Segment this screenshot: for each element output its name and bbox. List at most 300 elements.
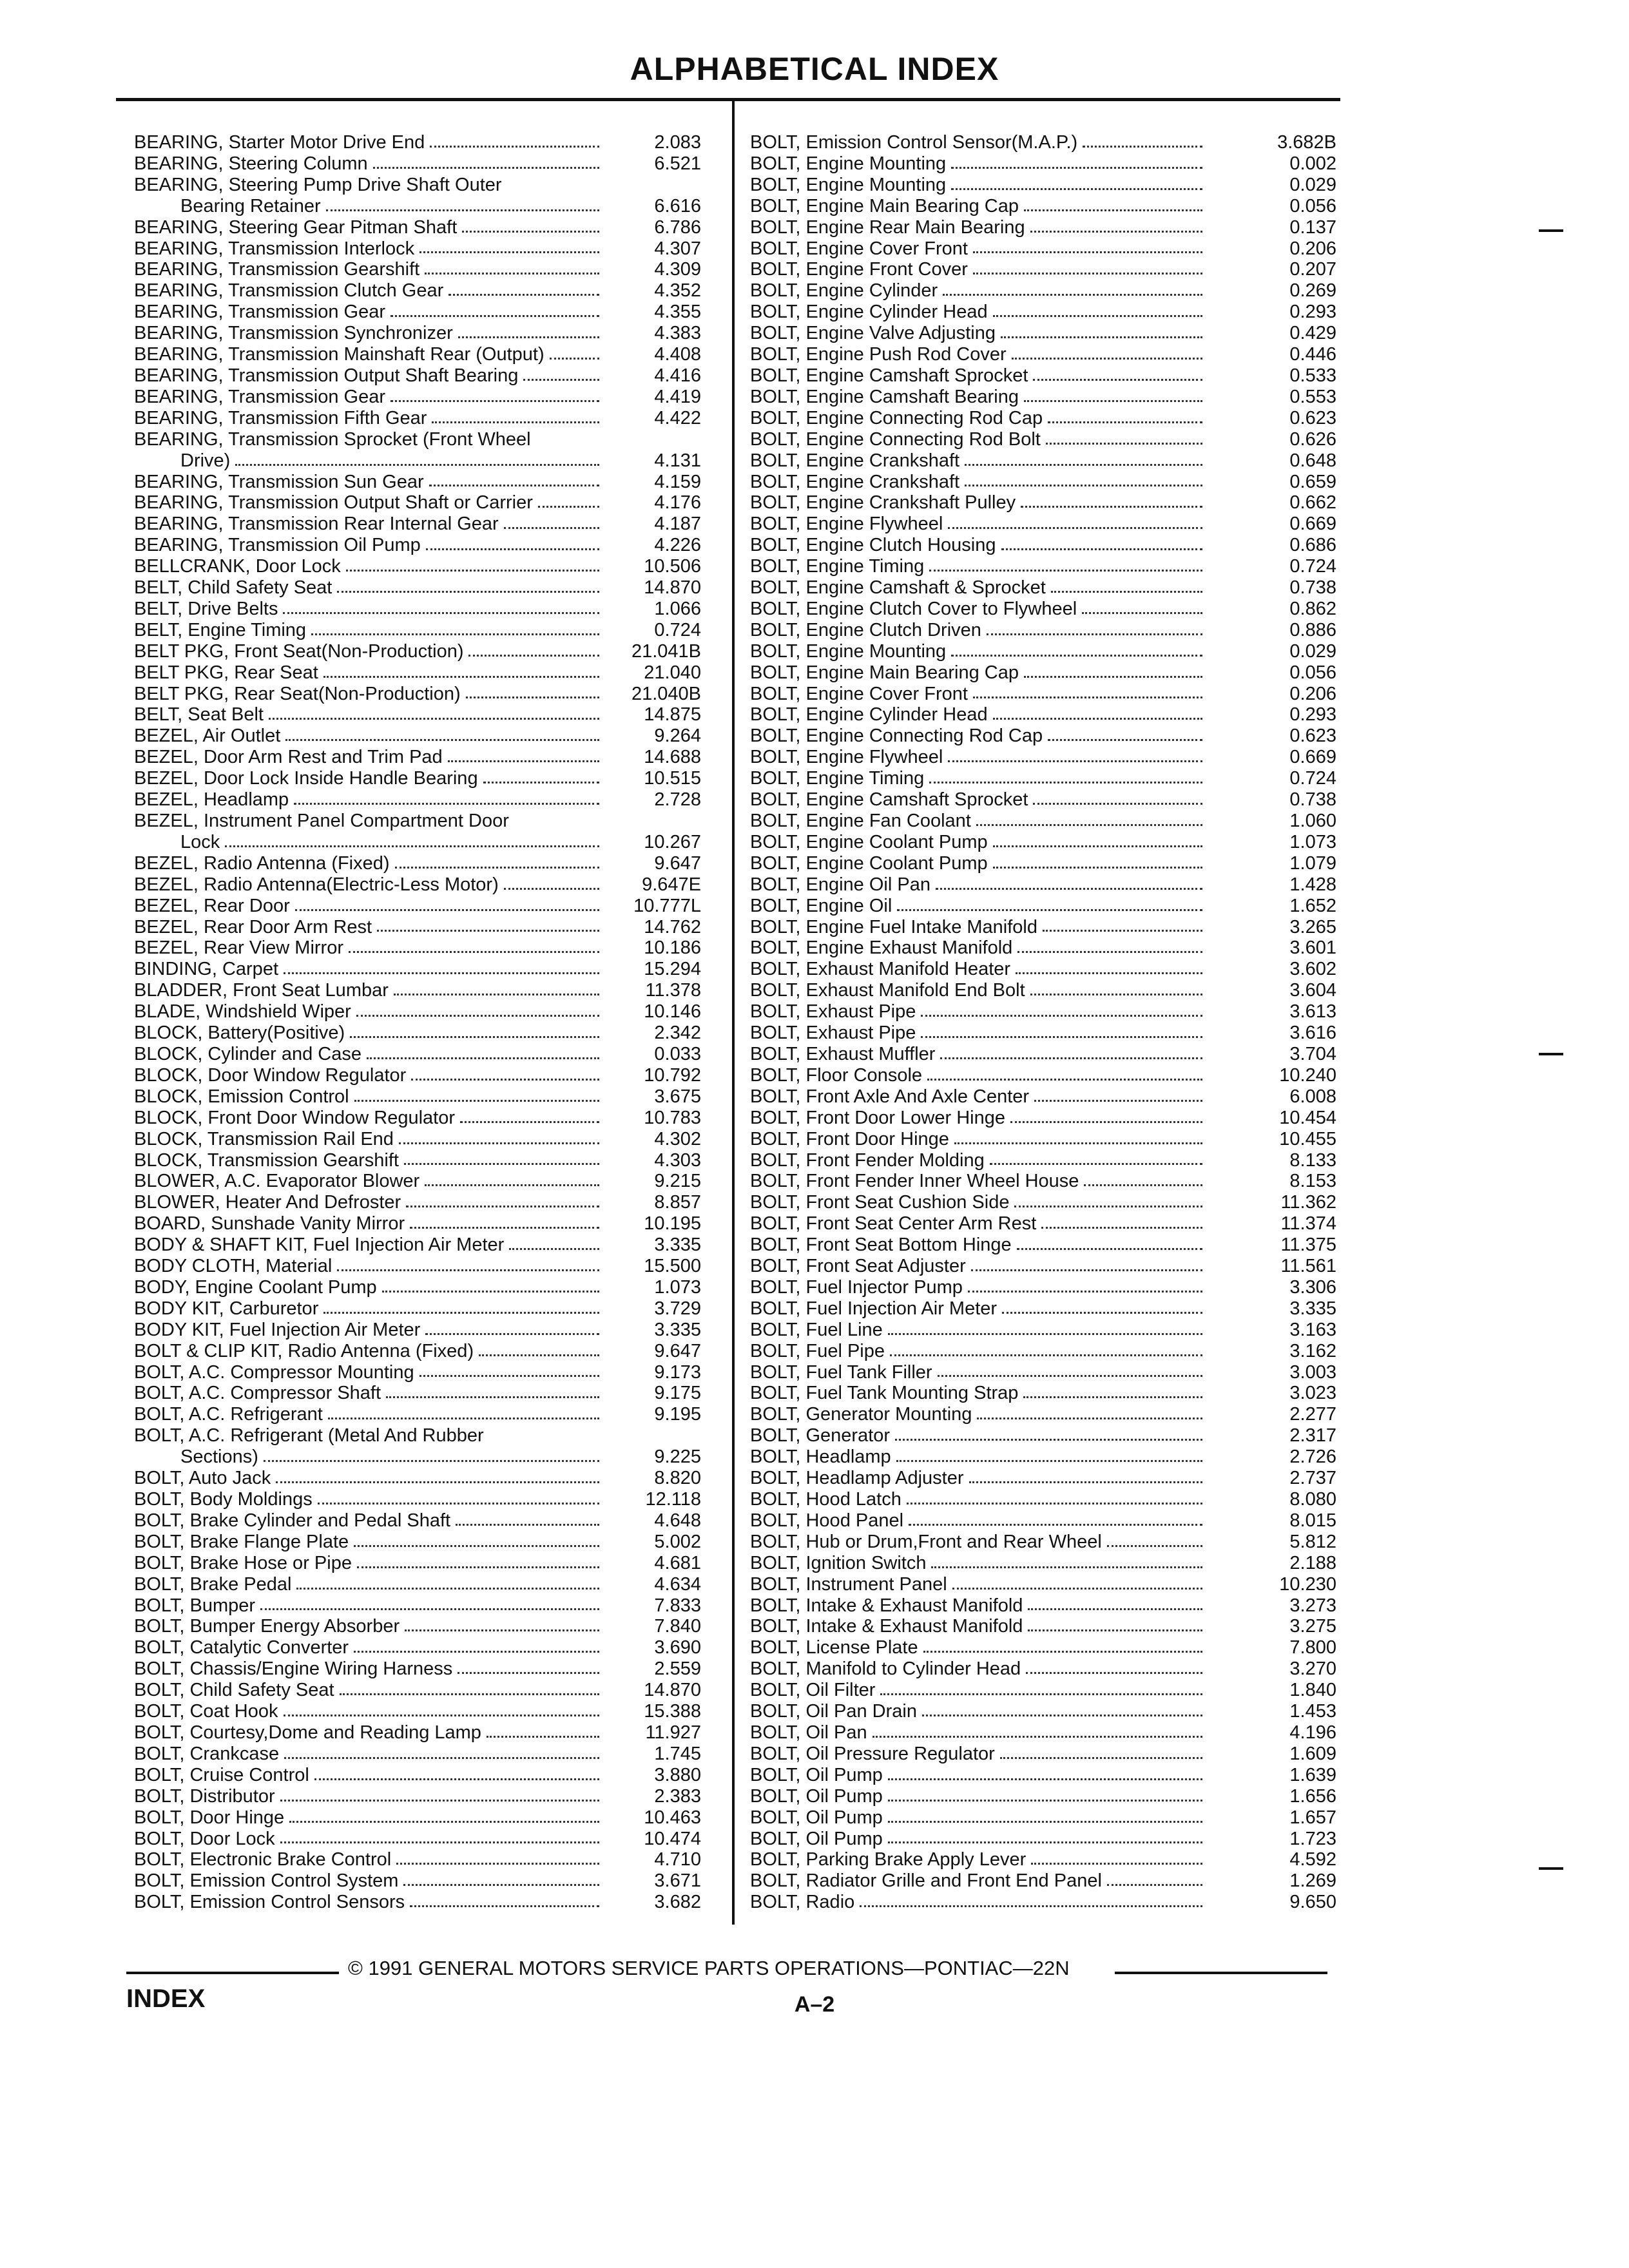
entry-name: BOLT, Engine Flywheel xyxy=(750,747,943,768)
entry-name: BOLT, Engine Main Bearing Cap xyxy=(750,662,1019,683)
entry-name: BOLT, Oil Pan xyxy=(750,1722,867,1743)
index-entry xyxy=(750,1616,1336,1637)
entry-page: 0.206 xyxy=(1289,683,1336,704)
dot-leader xyxy=(951,167,1202,169)
entry-page: 2.728 xyxy=(654,789,701,811)
entry-page: 2.726 xyxy=(1289,1446,1336,1468)
index-entry xyxy=(134,747,701,768)
entry-name: BLOWER, Heater And Defroster xyxy=(134,1192,401,1213)
dot-leader xyxy=(896,1460,1202,1462)
entry-name: BOLT, Child Safety Seat xyxy=(134,1680,334,1701)
index-entry xyxy=(750,1489,1336,1510)
entry-name: BOLT, Radio xyxy=(750,1892,855,1913)
entry-name: BELT PKG, Front Seat(Non-Production) xyxy=(134,640,464,662)
entry-name: BOLT, Courtesy,Dome and Reading Lamp xyxy=(134,1722,481,1743)
entry-page: 8.820 xyxy=(654,1468,701,1489)
index-entry xyxy=(134,514,701,535)
index-entry xyxy=(134,1532,701,1553)
index-entry xyxy=(750,1870,1336,1892)
index-entry xyxy=(750,1468,1336,1489)
dot-leader xyxy=(1034,1100,1202,1102)
entry-page: 2.188 xyxy=(1289,1552,1336,1573)
entry-name: BOLT, Front Axle And Axle Center xyxy=(750,1086,1030,1107)
dot-leader xyxy=(951,655,1202,657)
index-entry xyxy=(750,641,1336,662)
dot-leader xyxy=(382,1291,599,1293)
entry-page: 10.146 xyxy=(644,1001,701,1023)
dot-leader xyxy=(403,1884,599,1886)
dot-leader xyxy=(923,1651,1202,1653)
entry-page: 5.812 xyxy=(1289,1531,1336,1552)
index-entry xyxy=(750,1510,1336,1532)
entry-name: Lock xyxy=(180,831,220,852)
entry-page: 21.040B xyxy=(631,683,701,704)
dot-leader xyxy=(888,1778,1202,1780)
index-entry xyxy=(134,450,701,472)
index-entry xyxy=(750,429,1336,450)
index-entry xyxy=(134,1192,701,1213)
dot-leader xyxy=(346,570,599,572)
entry-page: 15.500 xyxy=(644,1256,701,1277)
entry-page: 1.609 xyxy=(1289,1743,1336,1764)
dot-leader xyxy=(952,1588,1202,1590)
entry-name: BOLT, Fuel Line xyxy=(750,1319,883,1340)
entry-name: BOLT, Door Hinge xyxy=(134,1807,285,1828)
entry-name: BOLT, Brake Pedal xyxy=(134,1573,292,1595)
entry-name: BOLT, Engine Crankshaft xyxy=(750,450,960,471)
entry-page: 3.602 xyxy=(1289,959,1336,980)
entry-page: 0.137 xyxy=(1289,216,1336,238)
index-entry xyxy=(750,1086,1336,1108)
entry-page: 2.277 xyxy=(1289,1404,1336,1425)
entry-name: BINDING, Carpet xyxy=(134,959,278,980)
entry-name: BOLT, Emission Control Sensor(M.A.P.) xyxy=(750,132,1078,153)
entry-name: BOLT, Engine Mounting xyxy=(750,640,947,662)
index-entry xyxy=(134,1489,701,1510)
entry-name: BEARING, Transmission Output Shaft or Carrier xyxy=(134,492,533,514)
entry-name: BOLT, Front Door Lower Hinge xyxy=(750,1107,1005,1128)
entry-page: 10.792 xyxy=(644,1064,701,1086)
entry-page: 3.682 xyxy=(654,1892,701,1913)
dot-leader xyxy=(1043,930,1202,932)
dot-leader xyxy=(1017,951,1202,953)
entry-name: BEZEL, Rear Door Arm Rest xyxy=(134,916,372,937)
dot-leader xyxy=(971,1269,1202,1271)
dot-leader xyxy=(357,1566,599,1568)
dot-leader xyxy=(235,464,599,466)
entry-name: BEARING, Transmission Interlock xyxy=(134,238,415,259)
index-entry xyxy=(134,280,701,302)
dot-leader xyxy=(462,231,599,233)
dot-leader xyxy=(354,1545,599,1547)
index-column-right xyxy=(750,132,1336,1913)
entry-name: Bearing Retainer xyxy=(180,195,321,216)
index-entry xyxy=(750,1235,1336,1256)
entry-name: BLOCK, Battery(Positive) xyxy=(134,1023,345,1044)
dot-leader xyxy=(890,1354,1202,1356)
index-entry xyxy=(134,196,701,217)
footer-rule xyxy=(126,1972,339,1974)
entry-page: 3.604 xyxy=(1289,980,1336,1001)
entry-name: BOLT, Body Moldings xyxy=(134,1489,313,1510)
entry-name: BLOCK, Cylinder and Case xyxy=(134,1043,361,1064)
entry-name: BOLT, Emission Control Sensors xyxy=(134,1892,405,1913)
entry-page: 6.786 xyxy=(654,216,701,238)
index-entry xyxy=(750,217,1336,238)
index-entry xyxy=(750,811,1336,832)
index-entry xyxy=(134,937,701,959)
index-entry xyxy=(750,1383,1336,1404)
index-entry xyxy=(134,323,701,344)
entry-name: BOLT, Engine Camshaft & Sprocket xyxy=(750,577,1046,599)
entry-name: BOLT, Parking Brake Apply Lever xyxy=(750,1849,1027,1870)
dot-leader xyxy=(425,273,599,274)
entry-page: 1.639 xyxy=(1289,1764,1336,1785)
entry-name: BOLT, Oil Pump xyxy=(750,1764,883,1785)
dot-leader xyxy=(448,760,599,762)
index-entry xyxy=(134,408,701,429)
index-entry xyxy=(750,704,1336,726)
entry-name: BOLT, Coat Hook xyxy=(134,1701,278,1722)
entry-name: BELLCRANK, Door Lock xyxy=(134,556,341,577)
dot-leader xyxy=(1031,1863,1202,1865)
dot-leader xyxy=(294,803,599,805)
index-entry xyxy=(134,1383,701,1404)
dot-leader xyxy=(280,1800,599,1802)
index-entry xyxy=(134,662,701,684)
index-entry xyxy=(134,1320,701,1341)
dot-leader xyxy=(394,994,599,995)
dot-leader xyxy=(909,1524,1202,1526)
index-entry xyxy=(134,1595,701,1617)
index-entry xyxy=(750,1744,1336,1765)
entry-page: 0.724 xyxy=(1289,768,1336,789)
index-entry xyxy=(134,1744,701,1765)
index-entry xyxy=(134,153,701,175)
entry-page: 21.040 xyxy=(644,662,701,683)
index-entry xyxy=(750,1637,1336,1658)
entry-page: 10.506 xyxy=(644,556,701,577)
index-entry xyxy=(750,1108,1336,1129)
entry-page: 3.306 xyxy=(1289,1276,1336,1298)
entry-name: BOLT, Emission Control System xyxy=(134,1870,399,1892)
index-entry xyxy=(750,472,1336,493)
entry-page: 4.634 xyxy=(654,1573,701,1595)
dot-leader xyxy=(354,1100,599,1102)
index-entry xyxy=(750,726,1336,747)
entry-name: BOLT, Oil Pump xyxy=(750,1807,883,1828)
entry-name: BOLT, A.C. Refrigerant xyxy=(134,1404,323,1425)
dot-leader xyxy=(976,824,1202,826)
dot-leader xyxy=(968,1291,1202,1293)
dot-leader xyxy=(326,209,599,211)
entry-page: 0.724 xyxy=(654,619,701,640)
dot-leader xyxy=(1028,1608,1202,1610)
index-entry xyxy=(750,1658,1336,1680)
index-entry xyxy=(134,1341,701,1362)
index-entry xyxy=(750,789,1336,811)
entry-name: BOLT, Front Seat Cushion Side xyxy=(750,1192,1010,1213)
dot-leader xyxy=(432,421,599,423)
index-entry xyxy=(750,1298,1336,1320)
index-entry xyxy=(134,556,701,577)
dot-leader xyxy=(948,760,1202,762)
entry-name: BOLT, Floor Console xyxy=(750,1064,923,1086)
entry-page: 21.041B xyxy=(631,640,701,662)
entry-page: 9.647 xyxy=(654,1340,701,1361)
entry-page: 4.352 xyxy=(654,280,701,302)
dot-leader xyxy=(1028,1629,1202,1631)
entry-name: BLOCK, Door Window Regulator xyxy=(134,1064,407,1086)
entry-name: BOLT, Engine Clutch Driven xyxy=(750,619,981,640)
dot-leader xyxy=(1048,421,1202,423)
entry-name: BLADDER, Front Seat Lumbar xyxy=(134,980,389,1001)
entry-page: 0.553 xyxy=(1289,386,1336,407)
dot-leader xyxy=(993,718,1202,720)
entry-name: BEZEL, Door Lock Inside Handle Bearing xyxy=(134,768,478,789)
index-entry xyxy=(134,684,701,705)
dot-leader xyxy=(296,1588,599,1590)
margin-tick xyxy=(1539,229,1563,232)
dot-leader xyxy=(285,739,599,741)
entry-page: 0.886 xyxy=(1289,619,1336,640)
dot-leader xyxy=(993,867,1202,869)
index-entry xyxy=(134,1129,701,1150)
index-entry xyxy=(750,1765,1336,1786)
index-entry xyxy=(750,1150,1336,1171)
entry-name: BODY KIT, Carburetor xyxy=(134,1298,319,1319)
dot-leader xyxy=(264,1460,599,1462)
dot-leader xyxy=(419,1375,599,1377)
dot-leader xyxy=(373,167,599,169)
index-entry xyxy=(134,1150,701,1171)
dot-leader xyxy=(973,697,1202,698)
entry-name: BOLT, Exhaust Pipe xyxy=(750,1023,916,1044)
dot-leader xyxy=(504,527,599,529)
entry-page: 3.265 xyxy=(1289,916,1336,937)
entry-name: BEARING, Transmission Gear xyxy=(134,386,385,407)
entry-name: BOLT, Hub or Drum,Front and Rear Wheel xyxy=(750,1531,1102,1552)
entry-name: BOLT, Engine Crankshaft xyxy=(750,471,960,492)
index-entry xyxy=(134,1235,701,1256)
margin-tick xyxy=(1539,1053,1563,1055)
entry-page: 10.230 xyxy=(1279,1573,1336,1595)
entry-name: BOLT, Oil Pump xyxy=(750,1785,883,1807)
dot-leader xyxy=(927,1079,1202,1081)
dot-leader xyxy=(943,294,1202,296)
entry-name: BOLT, Engine Mounting xyxy=(750,174,947,195)
entry-name: BELT, Engine Timing xyxy=(134,619,307,640)
entry-name: BOLT, Exhaust Manifold End Bolt xyxy=(750,980,1025,1001)
entry-name: BOLT, Engine Connecting Rod Cap xyxy=(750,407,1043,428)
index-entry xyxy=(134,492,701,514)
dot-leader xyxy=(993,315,1202,317)
index-entry xyxy=(134,1298,701,1320)
entry-page: 0.686 xyxy=(1289,535,1336,556)
entry-page: 1.652 xyxy=(1289,895,1336,916)
entry-name: BOLT, A.C. Refrigerant (Metal And Rubber xyxy=(134,1425,484,1446)
entry-page: 4.309 xyxy=(654,259,701,280)
entry-page: 8.153 xyxy=(1289,1171,1336,1192)
dot-leader xyxy=(395,867,599,869)
entry-name: BOLT, Engine Front Cover xyxy=(750,259,968,280)
entry-name: BOLT, Engine Crankshaft Pulley xyxy=(750,492,1016,514)
dot-leader xyxy=(340,1693,599,1695)
entry-name: BOLT, Headlamp xyxy=(750,1446,891,1468)
index-entry xyxy=(134,1701,701,1722)
index-entry xyxy=(750,896,1336,917)
dot-leader xyxy=(460,1121,599,1123)
entry-name: BEARING, Transmission Synchronizer xyxy=(134,323,453,344)
dot-leader xyxy=(951,188,1202,190)
entry-name: BEARING, Transmission Fifth Gear xyxy=(134,407,427,428)
index-entry xyxy=(134,1765,701,1786)
entry-page: 5.002 xyxy=(654,1531,701,1552)
entry-page: 14.875 xyxy=(644,704,701,726)
entry-name: BEZEL, Headlamp xyxy=(134,789,289,811)
entry-name: BOLT, Engine Cylinder Head xyxy=(750,302,988,323)
dot-leader xyxy=(323,676,599,678)
dot-leader xyxy=(396,1863,599,1865)
entry-name: BODY & SHAFT KIT, Fuel Injection Air Meter xyxy=(134,1235,505,1256)
index-entry xyxy=(134,789,701,811)
dot-leader xyxy=(1048,739,1202,741)
index-entry xyxy=(134,641,701,662)
dot-leader xyxy=(1016,972,1202,974)
index-entry xyxy=(750,1425,1336,1446)
entry-page: 1.066 xyxy=(654,598,701,619)
entry-page: 11.362 xyxy=(1280,1192,1336,1213)
entry-name: BOLT, Oil Pump xyxy=(750,1828,883,1849)
entry-page: 10.515 xyxy=(644,768,701,789)
entry-name: BOLT, Engine Timing xyxy=(750,556,925,577)
entry-name: BOLT, Engine Connecting Rod Cap xyxy=(750,726,1043,747)
index-entry xyxy=(750,535,1336,556)
index-entry xyxy=(750,1023,1336,1044)
index-entry xyxy=(750,1595,1336,1617)
dot-leader xyxy=(260,1608,599,1610)
index-entry xyxy=(134,238,701,260)
entry-page: 1.656 xyxy=(1289,1785,1336,1807)
entry-page: 3.270 xyxy=(1289,1658,1336,1680)
index-entry xyxy=(750,1129,1336,1150)
entry-name: BEARING, Transmission Sun Gear xyxy=(134,471,424,492)
entry-page: 1.657 xyxy=(1289,1807,1336,1828)
entry-name: BOLT, Intake & Exhaust Manifold xyxy=(750,1616,1023,1637)
dot-leader xyxy=(907,1503,1202,1504)
entry-name: BOLT, Engine Coolant Pump xyxy=(750,852,988,874)
entry-page: 2.342 xyxy=(654,1023,701,1044)
entry-page: 3.275 xyxy=(1289,1616,1336,1637)
dot-leader xyxy=(1002,1312,1202,1314)
index-entry xyxy=(750,832,1336,853)
dot-leader xyxy=(280,1841,599,1843)
entry-name: BOLT, Front Door Hinge xyxy=(750,1128,949,1149)
entry-page: 3.023 xyxy=(1289,1383,1336,1404)
index-entry xyxy=(750,980,1336,1001)
entry-page: 8.857 xyxy=(654,1192,701,1213)
dot-leader xyxy=(314,1778,599,1780)
dot-leader xyxy=(284,972,599,974)
entry-name: BLOWER, A.C. Evaporator Blower xyxy=(134,1171,420,1192)
entry-page: 9.173 xyxy=(654,1361,701,1383)
index-entry xyxy=(750,408,1336,429)
entry-name: BOLT, Fuel Tank Filler xyxy=(750,1361,932,1383)
entry-name: BOLT, Engine Mounting xyxy=(750,153,947,174)
entry-page: 4.187 xyxy=(654,514,701,535)
entry-page: 12.118 xyxy=(645,1489,701,1510)
entry-page: 3.613 xyxy=(1289,1001,1336,1023)
index-entry xyxy=(750,1044,1336,1065)
entry-page: 4.419 xyxy=(654,386,701,407)
entry-name: BOLT, Headlamp Adjuster xyxy=(750,1468,964,1489)
index-entry xyxy=(134,1171,701,1192)
entry-page: 4.303 xyxy=(654,1149,701,1171)
entry-page: 6.008 xyxy=(1289,1086,1336,1107)
index-entry xyxy=(134,1065,701,1086)
index-entry xyxy=(750,1065,1336,1086)
entry-page: 0.056 xyxy=(1289,662,1336,683)
entry-page: 0.669 xyxy=(1289,747,1336,768)
index-entry xyxy=(750,450,1336,472)
index-entry xyxy=(134,1362,701,1383)
index-entry xyxy=(750,196,1336,217)
dot-leader xyxy=(318,1503,599,1504)
entry-name: BEZEL, Instrument Panel Compartment Door xyxy=(134,811,509,831)
entry-page: 3.729 xyxy=(654,1298,701,1319)
index-entry xyxy=(134,1425,701,1446)
entry-name: BOLT, License Plate xyxy=(750,1637,918,1658)
entry-name: BOLT, Exhaust Manifold Heater xyxy=(750,959,1011,980)
dot-leader xyxy=(456,1524,599,1526)
entry-page: 3.601 xyxy=(1289,937,1336,959)
entry-page: 3.675 xyxy=(654,1086,701,1107)
entry-page: 10.454 xyxy=(1279,1107,1336,1128)
dot-leader xyxy=(225,845,599,847)
dot-leader xyxy=(429,485,599,486)
dot-leader xyxy=(399,1142,599,1144)
dot-leader xyxy=(888,1821,1202,1823)
dot-leader xyxy=(284,1757,599,1759)
entry-page: 1.060 xyxy=(1289,811,1336,831)
index-entry xyxy=(750,132,1336,153)
dot-leader xyxy=(969,1481,1202,1483)
entry-page: 3.003 xyxy=(1289,1361,1336,1383)
entry-page: 3.690 xyxy=(654,1637,701,1658)
index-entry xyxy=(134,217,701,238)
dot-leader xyxy=(1000,1757,1202,1759)
entry-name: BOLT, Engine Oil Pan xyxy=(750,874,930,895)
dot-leader xyxy=(419,251,599,253)
entry-page: 0.738 xyxy=(1289,789,1336,811)
entry-page: 3.162 xyxy=(1289,1340,1336,1361)
entry-page: 4.176 xyxy=(654,492,701,514)
dot-leader xyxy=(356,1015,599,1017)
entry-page: 6.521 xyxy=(654,153,701,174)
entry-name: BOLT, Ignition Switch xyxy=(750,1552,927,1573)
index-column-left xyxy=(134,132,701,1913)
entry-page: 8.133 xyxy=(1289,1149,1336,1171)
index-entry xyxy=(134,302,701,323)
entry-page: 3.335 xyxy=(654,1319,701,1340)
entry-name: BEARING, Starter Motor Drive End xyxy=(134,132,425,153)
dot-leader xyxy=(349,951,599,953)
dot-leader xyxy=(328,1418,599,1419)
entry-name: BOLT, Exhaust Pipe xyxy=(750,1001,916,1023)
entry-name: BELT, Child Safety Seat xyxy=(134,577,333,599)
dot-leader xyxy=(289,1821,599,1823)
entry-page: 0.862 xyxy=(1289,598,1336,619)
